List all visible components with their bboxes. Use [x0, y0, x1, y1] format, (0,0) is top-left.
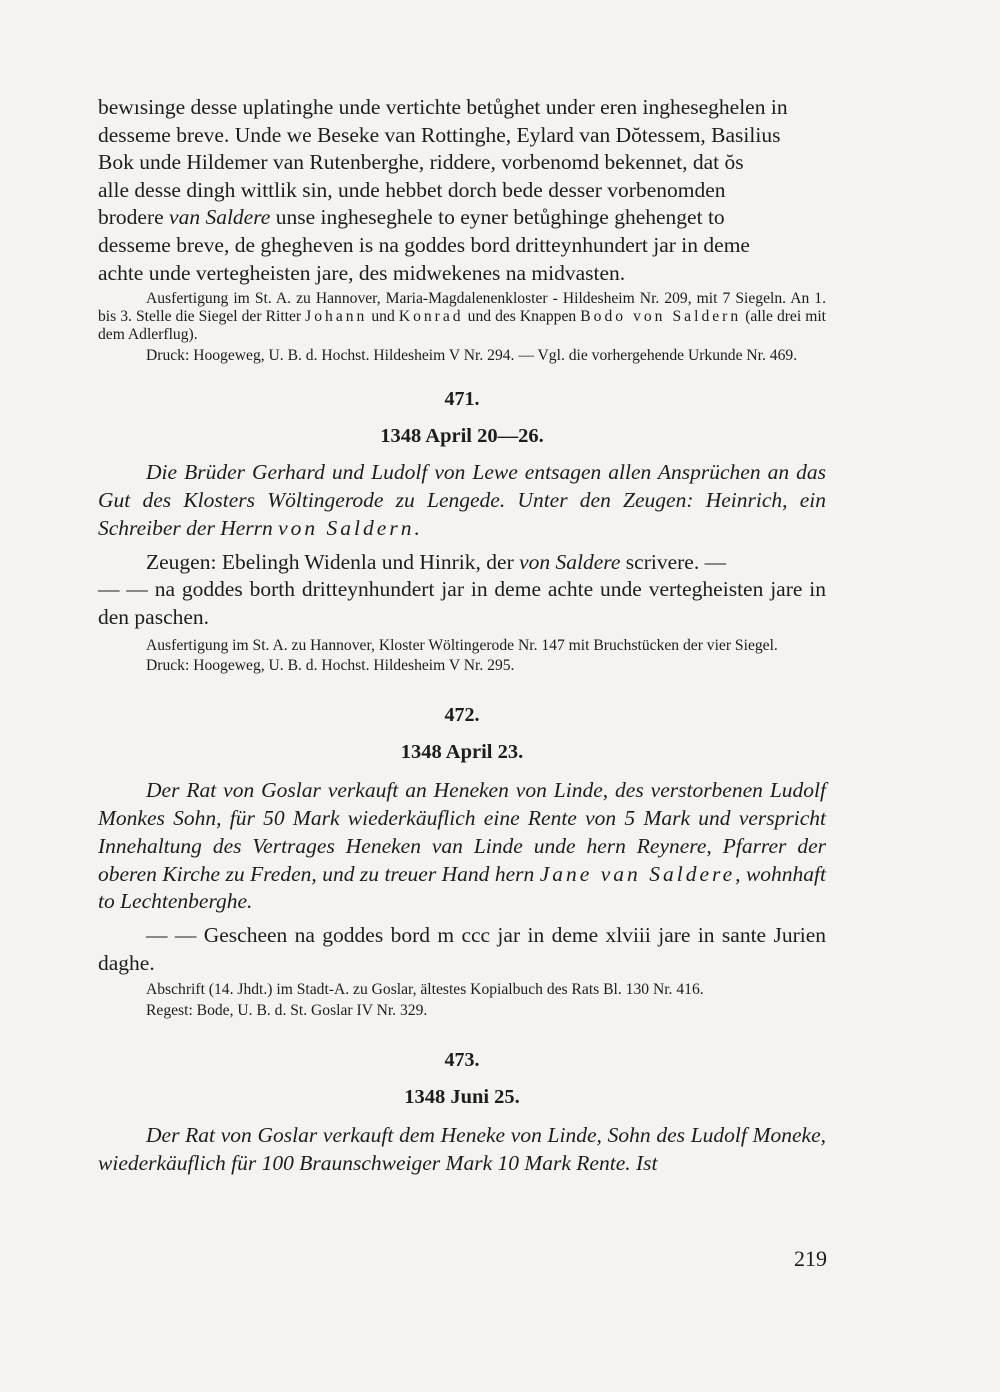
summary-text: , wohnhaft to Lechtenberghe. [98, 861, 826, 914]
text-line: bewısinge desse uplatinghe unde vertichte betůghet under eren ingheseghelen in [98, 95, 788, 119]
text-line: alle desse dingh wittlik sin, unde hebbet dorch bede desser vorbenomden [98, 177, 726, 202]
document-summary: Der Rat von Goslar verkauft dem Heneke von Linde, Sohn des Ludolf Moneke, wiederkäuflich für 100 Braunschweiger Mark 10 Mark Rente. Ist [98, 1122, 826, 1175]
note-text: Ausfertigung im St. A. zu Hannover, Maria-Magdalenenkloster - Hildesheim Nr. 209, mit 7 Siegeln. An 1. bis 3. Stelle die Siegel der Ritter [98, 290, 826, 325]
document-date: 1348 April 20—26. [380, 425, 544, 448]
source-note [98, 290, 826, 343]
italic-name: van Saldere [169, 205, 271, 230]
spaced-name: von Saldern [278, 515, 415, 540]
source-note: Ausfertigung im St. A. zu Hannover, Kloster Wöltingerode Nr. 147 mit Bruchstücken der vier Siegel. [146, 636, 778, 654]
text-line: desseme breve, de ghegheven is na goddes bord dritteynhundert jar in deme [98, 232, 750, 257]
text-segment: scrivere. — [620, 549, 727, 574]
summary-text: . [414, 515, 420, 540]
text-line: desseme breve. Unde we Beseke van Rottinghe, Eylard van Dŏtessem, Basilius [98, 122, 781, 147]
print-note: Druck: Hoogeweg, U. B. d. Hochst. Hildesheim V Nr. 294. — Vgl. die vorhergehende Urkunde Nr. 469. [146, 346, 798, 364]
italic-name: von Saldere [519, 549, 621, 574]
text-line: Bok unde Hildemer van Rutenberghe, riddere, vorbenomd bekennet, dat ŏs [98, 150, 744, 175]
note-text: und des Knappen [463, 307, 581, 325]
document-number: 472. [444, 704, 480, 727]
summary-text: Die Brüder Gerhard und Ludolf von Lewe entsagen allen Ansprüchen an das Gut des Klosters Wöltingerode zu Lengede. Unter den Zeugen: Heinrich, ein Schreiber der Herrn [98, 460, 826, 540]
text-line: achte unde vertegheisten jare, des midwekenes na midvasten. [98, 260, 626, 285]
spaced-name: Bodo von Saldern [580, 307, 742, 325]
document-text: — — Gescheen na goddes bord m ccc jar in deme xlviii jare in sante Jurien daghe. [98, 923, 826, 975]
text-segment: Zeugen: Ebelingh Widenla und Hinrik, der [146, 549, 520, 574]
note-text: (alle drei mit dem Adlerflug). [98, 307, 827, 343]
text-segment: brodere [98, 205, 170, 230]
source-note: Abschrift (14. Jhdt.) im Stadt-A. zu Goslar, ältestes Kopialbuch des Rats Bl. 130 Nr. 416. [146, 981, 704, 999]
document-date: 1348 April 23. [400, 741, 524, 764]
document-number: 473. [444, 1048, 480, 1071]
spaced-name: Jane van Saldere [539, 861, 736, 886]
document-summary [98, 459, 826, 542]
continued-charter-text [98, 94, 826, 287]
print-note: Druck: Hoogeweg, U. B. d. Hochst. Hildesheim V Nr. 295. [146, 657, 515, 675]
summary-text: Der Rat von Goslar verkauft an Heneken von Linde, des verstorbenen Ludolf Monkes Sohn, für 50 Mark wiederkäuflich eine Rente von 5 Mark und verspricht Innehaltung des Vertrages Heneken van Linde unde hern Reynere, Pfarrer der oberen Kirche zu Freden, und zu treuer Hand hern [98, 778, 826, 886]
document-date: 1348 Juni 25. [404, 1085, 520, 1108]
document-summary [98, 777, 826, 916]
text-segment: unse ingheseghele to eyner betůghinge ghehenget to [270, 205, 725, 230]
document-text [98, 549, 826, 577]
page-number: 219 [794, 1246, 827, 1271]
spaced-name: Johann [305, 307, 368, 325]
text-line [98, 204, 826, 232]
note-text: und [367, 307, 399, 325]
page-content [98, 94, 826, 1177]
document-number: 471. [444, 388, 480, 411]
spaced-name: Konrad [398, 307, 464, 325]
regest-note: Regest: Bode, U. B. d. St. Goslar IV Nr. 329. [146, 1002, 428, 1020]
document-text: — — na goddes borth dritteynhundert jar in deme achte unde vertegheisten jare in den paschen. [98, 577, 826, 629]
